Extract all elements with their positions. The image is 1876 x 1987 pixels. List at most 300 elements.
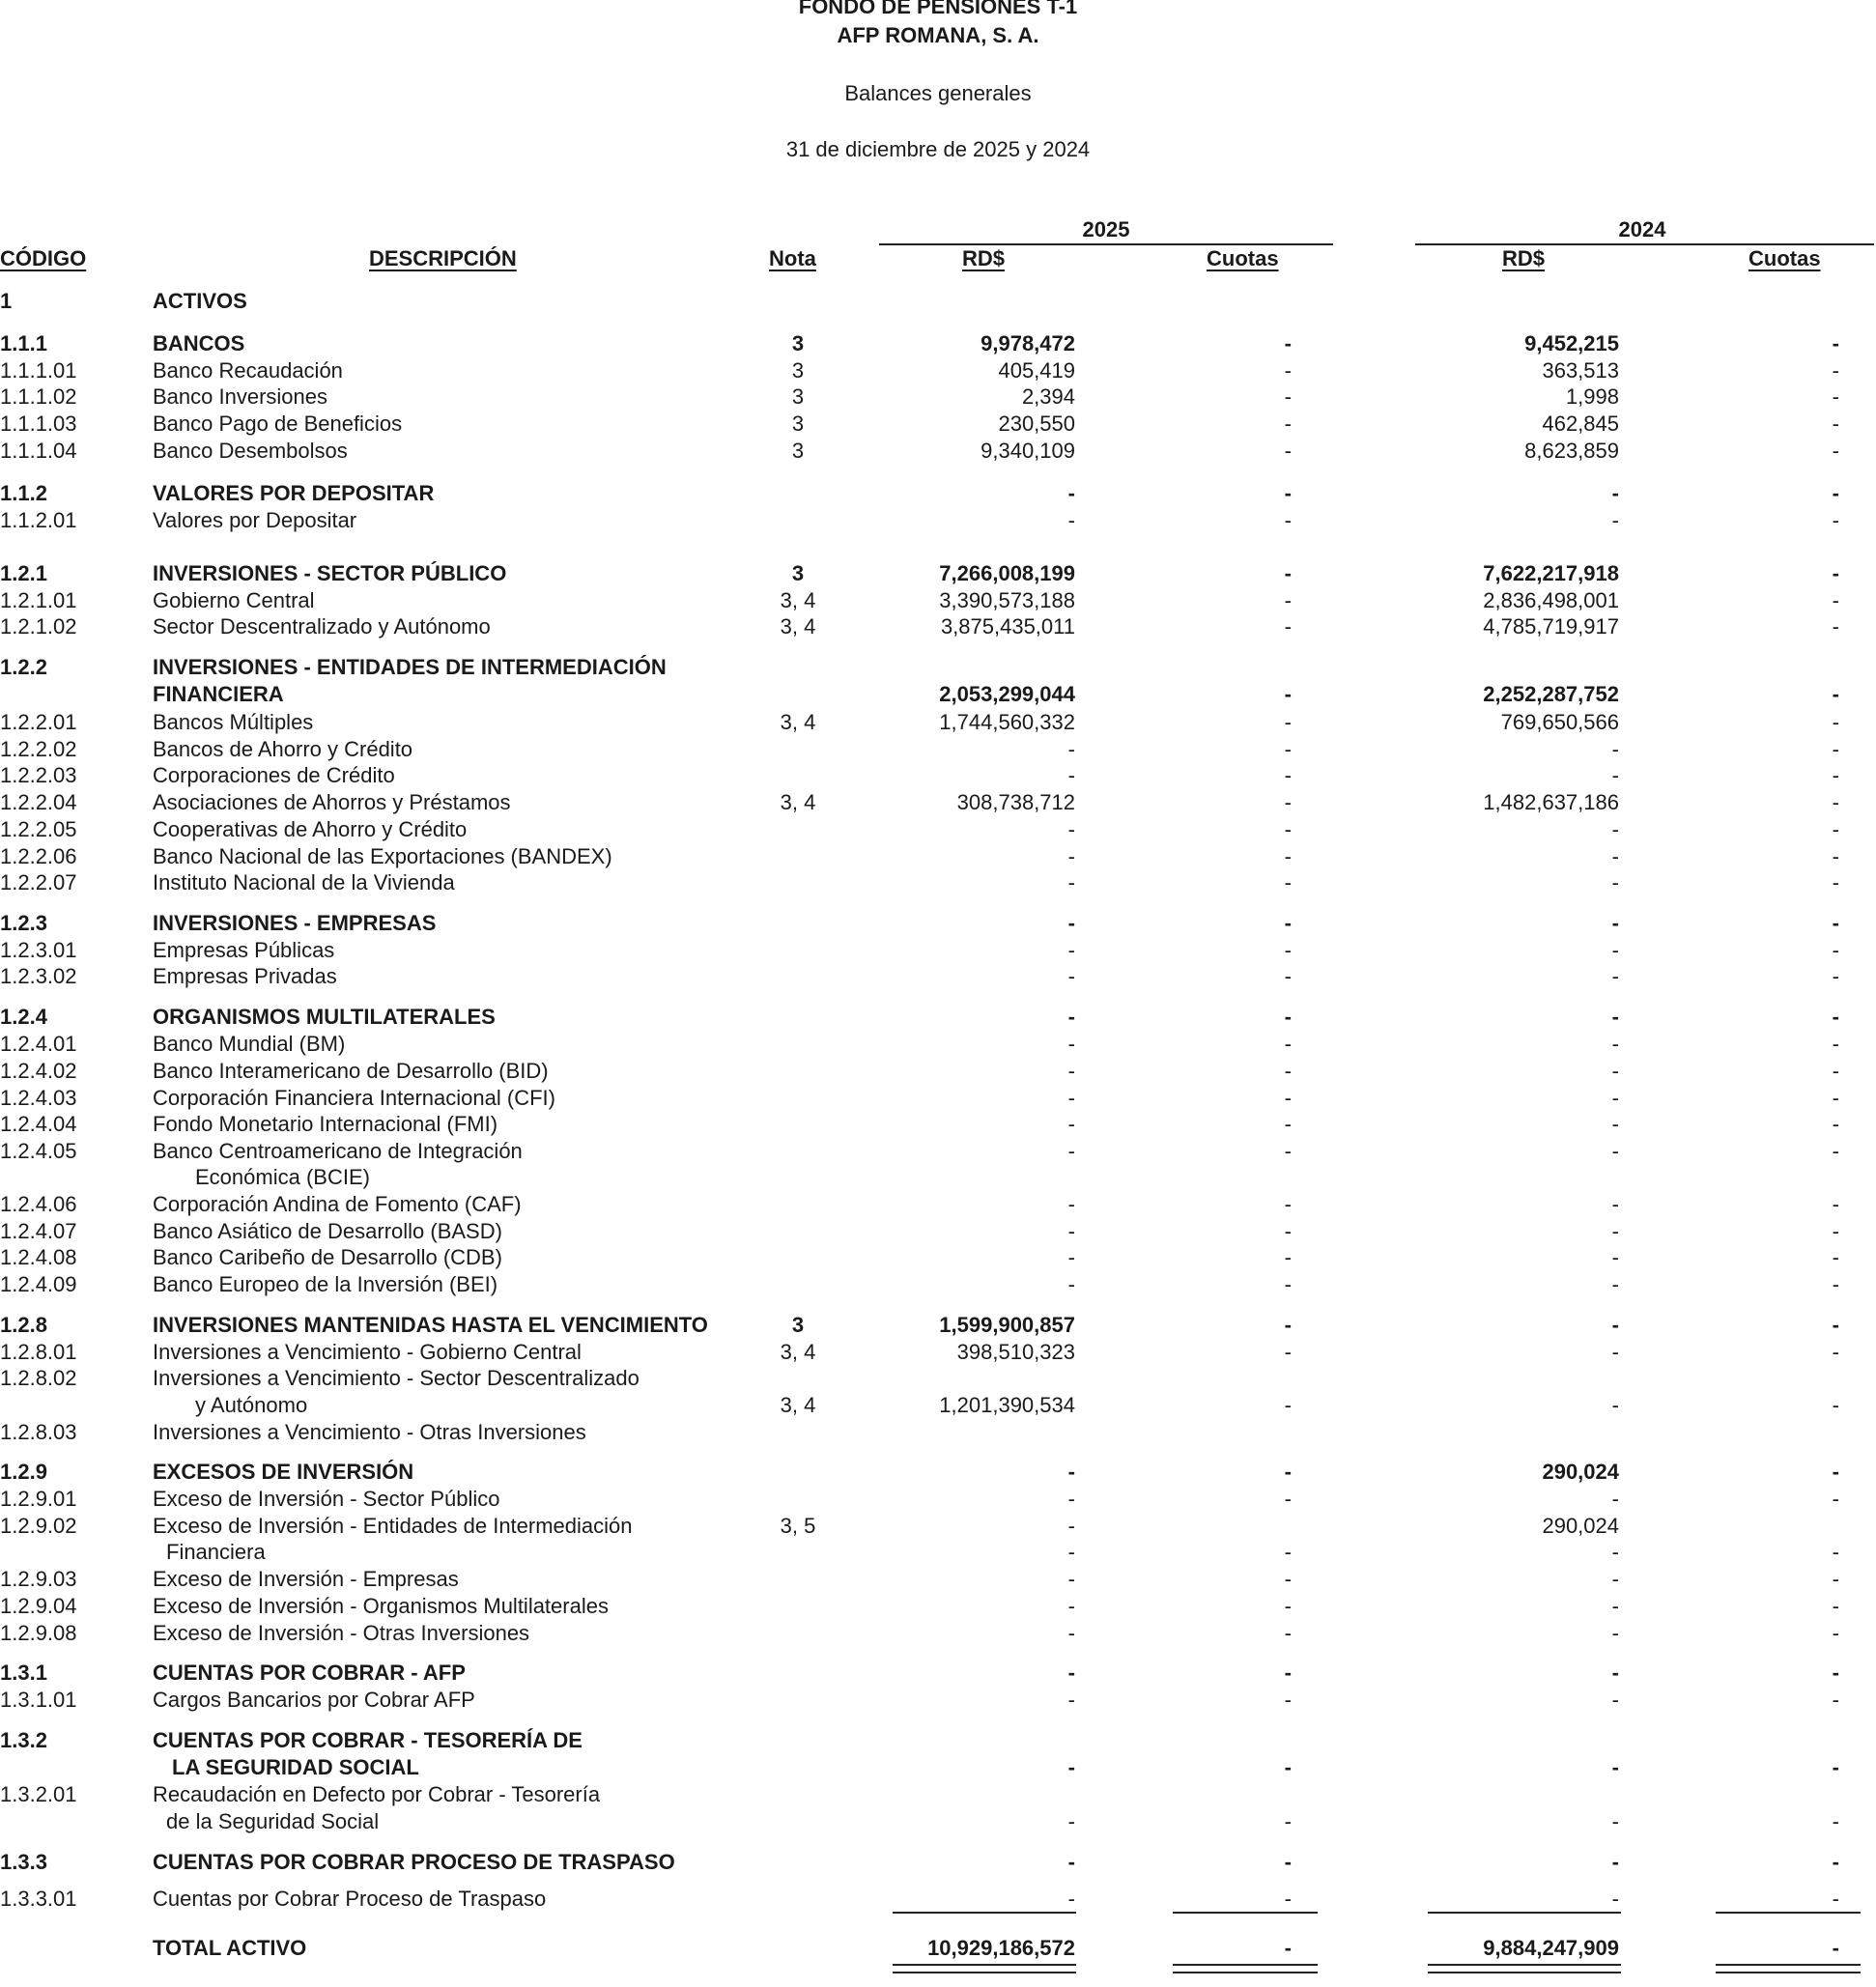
year-2025-header: 2025 xyxy=(1082,217,1130,241)
row-cuotas-2025: - xyxy=(1284,588,1292,612)
row-rd-2025: - xyxy=(1067,1688,1075,1712)
row-rd-2025: 10,929,186,572 xyxy=(927,1936,1075,1960)
table-row xyxy=(0,789,1876,816)
row-cuotas-2025: - xyxy=(1284,1487,1292,1511)
row-cuotas-2024: - xyxy=(1832,1688,1839,1712)
table-row xyxy=(0,1935,1876,1962)
row-cuotas-2025: - xyxy=(1284,1621,1292,1645)
row-rd-2025: - xyxy=(1067,1755,1075,1779)
row-code: 1.1.1.02 xyxy=(0,384,77,409)
row-code: 1.3.1.01 xyxy=(0,1688,77,1712)
row-rd-2025: - xyxy=(1067,1086,1075,1110)
table-row xyxy=(0,1312,1876,1339)
row-description: Exceso de Inversión - Entidades de Intermediación xyxy=(153,1514,633,1538)
row-cuotas-2025: - xyxy=(1284,763,1292,787)
row-code: 1.1.1 xyxy=(0,331,47,355)
total-double-rule-rd-2025 xyxy=(893,1964,1076,1973)
column-header-rd-2025: RD$ xyxy=(962,246,1006,270)
table-row xyxy=(0,288,1876,315)
row-code: 1.2.4.09 xyxy=(0,1272,77,1296)
table-row xyxy=(0,1849,1876,1876)
row-rd-2024: - xyxy=(1611,763,1619,787)
row-description: Banco Recaudación xyxy=(153,358,343,383)
row-cuotas-2024: - xyxy=(1832,1887,1839,1911)
row-rd-2024: - xyxy=(1611,1086,1619,1110)
row-rd-2025: - xyxy=(1067,1272,1075,1296)
row-rd-2024: 1,482,637,186 xyxy=(1483,790,1619,814)
row-description: Cuentas por Cobrar Proceso de Traspaso xyxy=(153,1887,547,1911)
row-cuotas-2025: - xyxy=(1284,1850,1292,1874)
row-description: Exceso de Inversión - Organismos Multilaterales xyxy=(153,1594,609,1618)
row-cuotas-2024: - xyxy=(1832,614,1839,639)
row-rd-2025: - xyxy=(1067,1219,1075,1243)
table-row xyxy=(0,613,1876,640)
row-code: 1.2.4.02 xyxy=(0,1059,77,1083)
row-cuotas-2025: - xyxy=(1284,1809,1292,1833)
table-row xyxy=(0,681,1876,708)
row-cuotas-2024: - xyxy=(1832,1340,1839,1364)
row-rd-2025: - xyxy=(1067,1112,1075,1136)
row-cuotas-2025: - xyxy=(1284,1460,1292,1484)
row-code: 1.1.2.01 xyxy=(0,508,77,532)
row-rd-2024: - xyxy=(1611,1219,1619,1243)
column-header-cuotas-2024: Cuotas xyxy=(1748,246,1821,270)
row-cuotas-2024: - xyxy=(1832,1661,1839,1685)
row-rd-2025: - xyxy=(1067,1540,1075,1564)
row-code: 1.2.1.01 xyxy=(0,588,77,612)
row-rd-2024: - xyxy=(1611,1272,1619,1296)
row-code: 1.2.8.01 xyxy=(0,1340,77,1364)
table-row xyxy=(0,1058,1876,1085)
row-rd-2025: - xyxy=(1067,964,1075,988)
row-rd-2025: - xyxy=(1067,1059,1075,1083)
row-description: CUENTAS POR COBRAR - AFP xyxy=(153,1661,466,1685)
subtotal-rule-rd-2024 xyxy=(1428,1912,1621,1914)
row-note: 3, 4 xyxy=(780,1393,816,1417)
row-rd-2024: - xyxy=(1611,1393,1619,1417)
row-description: Exceso de Inversión - Empresas xyxy=(153,1567,459,1591)
row-cuotas-2024: - xyxy=(1832,331,1839,355)
row-cuotas-2024: - xyxy=(1832,481,1839,505)
row-code: 1.2.4 xyxy=(0,1005,47,1029)
company-name: AFP ROMANA, S. A. xyxy=(837,23,1039,47)
row-rd-2024: 8,623,859 xyxy=(1524,439,1619,463)
row-description: Fondo Monetario Internacional (FMI) xyxy=(153,1112,498,1136)
fund-title: FONDO DE PENSIONES T-1 xyxy=(798,0,1078,18)
row-code: 1.2.2.05 xyxy=(0,817,77,841)
table-row xyxy=(0,1244,1876,1271)
subtotal-rule-cuotas-2024 xyxy=(1716,1912,1861,1914)
row-rd-2024: - xyxy=(1611,1621,1619,1645)
row-cuotas-2025: - xyxy=(1284,710,1292,734)
row-rd-2024: - xyxy=(1611,817,1619,841)
row-cuotas-2025: - xyxy=(1284,508,1292,532)
table-row xyxy=(0,1727,1876,1754)
statement-date: 31 de diciembre de 2025 y 2024 xyxy=(785,137,1091,161)
row-note: 3 xyxy=(791,384,805,409)
row-cuotas-2024: - xyxy=(1832,1313,1839,1337)
row-code: 1.2.4.06 xyxy=(0,1192,77,1216)
row-description: Asociaciones de Ahorros y Préstamos xyxy=(153,790,511,814)
row-rd-2025: - xyxy=(1067,1887,1075,1911)
row-cuotas-2024: - xyxy=(1832,911,1839,935)
row-rd-2024: 462,845 xyxy=(1542,412,1619,436)
row-code: 1.3.3.01 xyxy=(0,1887,77,1911)
row-rd-2025: - xyxy=(1067,1487,1075,1511)
row-code: 1.1.1.01 xyxy=(0,358,77,383)
row-cuotas-2025: - xyxy=(1284,439,1292,463)
row-code: 1.2.2.07 xyxy=(0,870,77,894)
row-rd-2024: 9,884,247,909 xyxy=(1483,1936,1619,1960)
row-cuotas-2025: - xyxy=(1284,1192,1292,1216)
row-cuotas-2025: - xyxy=(1284,817,1292,841)
row-rd-2024: - xyxy=(1611,1139,1619,1163)
table-row xyxy=(0,654,1876,681)
row-cuotas-2024: - xyxy=(1832,844,1839,868)
total-double-rule-cuotas-2025 xyxy=(1173,1964,1318,1973)
table-row xyxy=(0,1660,1876,1687)
table-row xyxy=(0,1513,1876,1540)
row-cuotas-2024: - xyxy=(1832,1567,1839,1591)
row-code: 1.2.4.03 xyxy=(0,1086,77,1110)
row-rd-2024: - xyxy=(1611,870,1619,894)
row-rd-2025: - xyxy=(1067,1809,1075,1833)
table-row xyxy=(0,1566,1876,1593)
row-cuotas-2025: - xyxy=(1284,1219,1292,1243)
row-rd-2024: - xyxy=(1611,1032,1619,1056)
row-description: Inversiones a Vencimiento - Otras Inversiones xyxy=(153,1420,586,1444)
row-code: 1.2.2.01 xyxy=(0,710,77,734)
row-cuotas-2025: - xyxy=(1284,358,1292,383)
table-row xyxy=(0,937,1876,964)
table-row xyxy=(0,1004,1876,1031)
row-description: de la Seguridad Social xyxy=(166,1809,380,1833)
row-description: Cargos Bancarios por Cobrar AFP xyxy=(153,1688,475,1712)
row-rd-2025: - xyxy=(1067,1621,1075,1645)
row-code: 1.1.1.04 xyxy=(0,439,77,463)
row-cuotas-2024: - xyxy=(1832,358,1839,383)
row-cuotas-2025: - xyxy=(1284,938,1292,962)
row-note: 3, 4 xyxy=(780,710,816,734)
row-cuotas-2024: - xyxy=(1832,1809,1839,1833)
row-cuotas-2024: - xyxy=(1832,737,1839,761)
row-code: 1.2.9.02 xyxy=(0,1514,77,1538)
table-row xyxy=(0,843,1876,870)
row-rd-2025: 1,599,900,857 xyxy=(939,1313,1075,1337)
row-cuotas-2025: - xyxy=(1284,1887,1292,1911)
row-note: 3, 4 xyxy=(780,614,816,639)
row-cuotas-2024: - xyxy=(1832,1594,1839,1618)
row-rd-2024: - xyxy=(1611,1688,1619,1712)
row-cuotas-2025: - xyxy=(1284,412,1292,436)
row-description: Gobierno Central xyxy=(153,588,315,612)
row-cuotas-2025: - xyxy=(1284,1755,1292,1779)
row-rd-2024: 9,452,215 xyxy=(1524,331,1619,355)
row-rd-2024: - xyxy=(1611,1005,1619,1029)
row-cuotas-2024: - xyxy=(1832,1139,1839,1163)
table-row xyxy=(0,1486,1876,1513)
row-cuotas-2025: - xyxy=(1284,870,1292,894)
row-cuotas-2024: - xyxy=(1832,1112,1839,1136)
row-rd-2024: - xyxy=(1611,1112,1619,1136)
row-rd-2025: 405,419 xyxy=(998,358,1075,383)
row-cuotas-2024: - xyxy=(1832,1621,1839,1645)
row-code: 1.2.3 xyxy=(0,911,47,935)
row-rd-2025: - xyxy=(1067,938,1075,962)
row-rd-2024: - xyxy=(1611,911,1619,935)
row-cuotas-2024: - xyxy=(1832,1272,1839,1296)
row-description: Banco Inversiones xyxy=(153,384,327,409)
table-row xyxy=(0,1218,1876,1245)
row-cuotas-2025: - xyxy=(1284,481,1292,505)
row-code: 1.2.1.02 xyxy=(0,614,77,639)
row-rd-2025: - xyxy=(1067,1192,1075,1216)
row-cuotas-2025: - xyxy=(1284,1005,1292,1029)
row-code: 1.2.2.06 xyxy=(0,844,77,868)
table-row xyxy=(0,357,1876,384)
row-description: INVERSIONES - ENTIDADES DE INTERMEDIACIÓN xyxy=(153,655,667,679)
row-cuotas-2024: - xyxy=(1832,870,1839,894)
row-cuotas-2024: - xyxy=(1832,508,1839,532)
row-cuotas-2024: - xyxy=(1832,1936,1839,1960)
row-code: 1.1.2 xyxy=(0,481,47,505)
row-cuotas-2025: - xyxy=(1284,790,1292,814)
row-description: EXCESOS DE INVERSIÓN xyxy=(153,1460,414,1484)
row-rd-2025: - xyxy=(1067,1005,1075,1029)
column-header-codigo: CÓDIGO xyxy=(0,246,87,270)
column-header-nota: Nota xyxy=(769,246,816,270)
table-row xyxy=(0,1164,1876,1191)
row-rd-2024: - xyxy=(1611,1809,1619,1833)
row-code: 1.2.2 xyxy=(0,655,47,679)
row-rd-2025: - xyxy=(1067,911,1075,935)
row-code: 1.2.4.04 xyxy=(0,1112,77,1136)
table-row xyxy=(0,1365,1876,1392)
total-double-rule-rd-2024 xyxy=(1428,1964,1621,1973)
row-cuotas-2024: - xyxy=(1832,1850,1839,1874)
row-rd-2025: - xyxy=(1067,1661,1075,1685)
row-description: Bancos de Ahorro y Crédito xyxy=(153,737,413,761)
table-row xyxy=(0,411,1876,438)
row-cuotas-2025: - xyxy=(1284,911,1292,935)
row-rd-2025: - xyxy=(1067,1032,1075,1056)
row-rd-2024: - xyxy=(1611,1313,1619,1337)
row-description: INVERSIONES MANTENIDAS HASTA EL VENCIMIENTO xyxy=(153,1313,708,1337)
row-rd-2025: - xyxy=(1067,737,1075,761)
row-cuotas-2025: - xyxy=(1284,682,1292,706)
row-description: Banco Nacional de las Exportaciones (BANDEX) xyxy=(153,844,612,868)
row-cuotas-2024: - xyxy=(1832,1540,1839,1564)
row-note: 3, 4 xyxy=(780,790,816,814)
row-rd-2025: 9,340,109 xyxy=(981,439,1075,463)
table-row xyxy=(0,1754,1876,1781)
statement-title: Balances generales xyxy=(844,81,1032,105)
row-rd-2025: - xyxy=(1067,1567,1075,1591)
row-rd-2024: 363,513 xyxy=(1542,358,1619,383)
table-row xyxy=(0,1886,1876,1913)
row-cuotas-2025: - xyxy=(1284,1340,1292,1364)
row-description: Corporaciones de Crédito xyxy=(153,763,395,787)
table-row xyxy=(0,1191,1876,1218)
row-cuotas-2024: - xyxy=(1832,1032,1839,1056)
row-code: 1.2.9.03 xyxy=(0,1567,77,1591)
column-header-rd-2024: RD$ xyxy=(1502,246,1546,270)
row-cuotas-2025: - xyxy=(1284,614,1292,639)
table-row xyxy=(0,1111,1876,1138)
row-description: y Autónomo xyxy=(195,1393,308,1417)
row-code: 1.2.3.02 xyxy=(0,964,77,988)
table-row xyxy=(0,1419,1876,1446)
row-rd-2025: - xyxy=(1067,763,1075,787)
row-cuotas-2024: - xyxy=(1832,1219,1839,1243)
row-rd-2025: 230,550 xyxy=(998,412,1075,436)
table-row xyxy=(0,963,1876,990)
row-cuotas-2025: - xyxy=(1284,1567,1292,1591)
row-cuotas-2024: - xyxy=(1832,1755,1839,1779)
row-rd-2024: - xyxy=(1611,844,1619,868)
row-rd-2025: 1,744,560,332 xyxy=(939,710,1075,734)
row-cuotas-2025: - xyxy=(1284,1936,1292,1960)
row-note: 3 xyxy=(791,439,805,463)
row-code: 1.2.9.01 xyxy=(0,1487,77,1511)
row-description: FINANCIERA xyxy=(153,682,284,706)
row-description: Cooperativas de Ahorro y Crédito xyxy=(153,817,468,841)
table-row xyxy=(0,1620,1876,1647)
row-description: Banco Caribeño de Desarrollo (CDB) xyxy=(153,1245,502,1269)
table-row xyxy=(0,869,1876,896)
row-description: Banco Asiático de Desarrollo (BASD) xyxy=(153,1219,502,1243)
row-description: Corporación Financiera Internacional (CFI) xyxy=(153,1086,555,1110)
table-row xyxy=(0,587,1876,614)
row-rd-2024: - xyxy=(1611,1850,1619,1874)
row-rd-2024: - xyxy=(1611,938,1619,962)
row-description: Exceso de Inversión - Otras Inversiones xyxy=(153,1621,530,1645)
row-rd-2025: - xyxy=(1067,1460,1075,1484)
row-description: Banco Interamericano de Desarrollo (BID) xyxy=(153,1059,549,1083)
table-row xyxy=(0,910,1876,937)
row-cuotas-2025: - xyxy=(1284,1272,1292,1296)
row-code: 1.2.8.03 xyxy=(0,1420,77,1444)
row-rd-2024: 2,836,498,001 xyxy=(1483,588,1619,612)
row-description: Bancos Múltiples xyxy=(153,710,314,734)
row-rd-2025: - xyxy=(1067,1245,1075,1269)
row-cuotas-2025: - xyxy=(1284,1393,1292,1417)
table-row xyxy=(0,1808,1876,1835)
row-cuotas-2024: - xyxy=(1832,1460,1839,1484)
row-cuotas-2024: - xyxy=(1832,817,1839,841)
row-rd-2024: - xyxy=(1611,1059,1619,1083)
row-description: LA SEGURIDAD SOCIAL xyxy=(172,1755,419,1779)
row-cuotas-2025: - xyxy=(1284,331,1292,355)
row-rd-2024: - xyxy=(1611,1540,1619,1564)
row-cuotas-2025: - xyxy=(1284,1313,1292,1337)
row-rd-2025: 2,053,299,044 xyxy=(939,682,1075,706)
row-description: ORGANISMOS MULTILATERALES xyxy=(153,1005,496,1029)
table-row xyxy=(0,1392,1876,1419)
row-rd-2024: 7,622,217,918 xyxy=(1483,561,1619,585)
table-row xyxy=(0,1138,1876,1165)
row-cuotas-2024: - xyxy=(1832,964,1839,988)
row-code: 1.2.4.07 xyxy=(0,1219,77,1243)
row-cuotas-2024: - xyxy=(1832,1487,1839,1511)
row-code: 1.2.4.08 xyxy=(0,1245,77,1269)
row-rd-2025: - xyxy=(1067,1139,1075,1163)
table-row xyxy=(0,480,1876,507)
row-rd-2025: 7,266,008,199 xyxy=(939,561,1075,585)
row-cuotas-2025: - xyxy=(1284,1540,1292,1564)
column-header-cuotas-2025: Cuotas xyxy=(1207,246,1279,270)
row-rd-2025: 3,390,573,188 xyxy=(939,588,1075,612)
row-code: 1.3.2.01 xyxy=(0,1782,77,1806)
row-cuotas-2024: - xyxy=(1832,588,1839,612)
row-code: 1.2.8 xyxy=(0,1313,47,1337)
row-note: 3, 4 xyxy=(780,588,816,612)
table-row xyxy=(0,1687,1876,1714)
table-row xyxy=(0,762,1876,789)
row-description: Recaudación en Defecto por Cobrar - Tesorería xyxy=(153,1782,601,1806)
table-row xyxy=(0,816,1876,843)
row-rd-2025: 398,510,323 xyxy=(956,1340,1075,1364)
row-note: 3 xyxy=(791,358,805,383)
table-row xyxy=(0,709,1876,736)
row-description: Valores por Depositar xyxy=(153,508,357,532)
row-cuotas-2025: - xyxy=(1284,1139,1292,1163)
total-double-rule-cuotas-2024 xyxy=(1716,1964,1861,1973)
row-description: BANCOS xyxy=(153,331,245,355)
row-rd-2025: - xyxy=(1067,481,1075,505)
row-rd-2024: - xyxy=(1611,481,1619,505)
row-rd-2024: - xyxy=(1611,1755,1619,1779)
row-cuotas-2025: - xyxy=(1284,384,1292,409)
row-code: 1.2.2.02 xyxy=(0,737,77,761)
row-cuotas-2024: - xyxy=(1832,710,1839,734)
row-code: 1.2.8.02 xyxy=(0,1366,77,1390)
table-row xyxy=(0,1031,1876,1058)
row-description: Exceso de Inversión - Sector Público xyxy=(153,1487,500,1511)
row-note: 3, 5 xyxy=(780,1514,816,1538)
row-description: Inversiones a Vencimiento - Sector Descentralizado xyxy=(153,1366,640,1390)
row-rd-2024: - xyxy=(1611,964,1619,988)
row-rd-2024: - xyxy=(1611,1192,1619,1216)
table-row xyxy=(0,1271,1876,1298)
row-cuotas-2025: - xyxy=(1284,844,1292,868)
row-note: 3 xyxy=(791,412,805,436)
row-rd-2024: - xyxy=(1611,1487,1619,1511)
row-rd-2025: 3,875,435,011 xyxy=(940,614,1075,639)
row-code: 1.2.9.08 xyxy=(0,1621,77,1645)
row-description: Instituto Nacional de la Vivienda xyxy=(153,870,455,894)
row-description: ACTIVOS xyxy=(153,289,247,313)
row-note: 3 xyxy=(791,331,805,355)
subtotal-rule-cuotas-2025 xyxy=(1173,1912,1318,1914)
row-cuotas-2024: - xyxy=(1832,1059,1839,1083)
row-rd-2025: 308,738,712 xyxy=(956,790,1075,814)
row-rd-2024: 290,024 xyxy=(1542,1460,1619,1484)
row-cuotas-2025: - xyxy=(1284,1245,1292,1269)
row-code: 1.2.9 xyxy=(0,1460,47,1484)
row-cuotas-2025: - xyxy=(1284,1661,1292,1685)
row-description: INVERSIONES - EMPRESAS xyxy=(153,911,437,935)
row-rd-2024: - xyxy=(1611,1887,1619,1911)
table-row xyxy=(0,1459,1876,1486)
row-code: 1.3.3 xyxy=(0,1850,47,1874)
table-row xyxy=(0,1781,1876,1808)
table-row xyxy=(0,383,1876,411)
row-rd-2025: - xyxy=(1067,1594,1075,1618)
row-rd-2024: - xyxy=(1611,1567,1619,1591)
row-description: Empresas Públicas xyxy=(153,938,335,962)
row-rd-2025: - xyxy=(1067,508,1075,532)
